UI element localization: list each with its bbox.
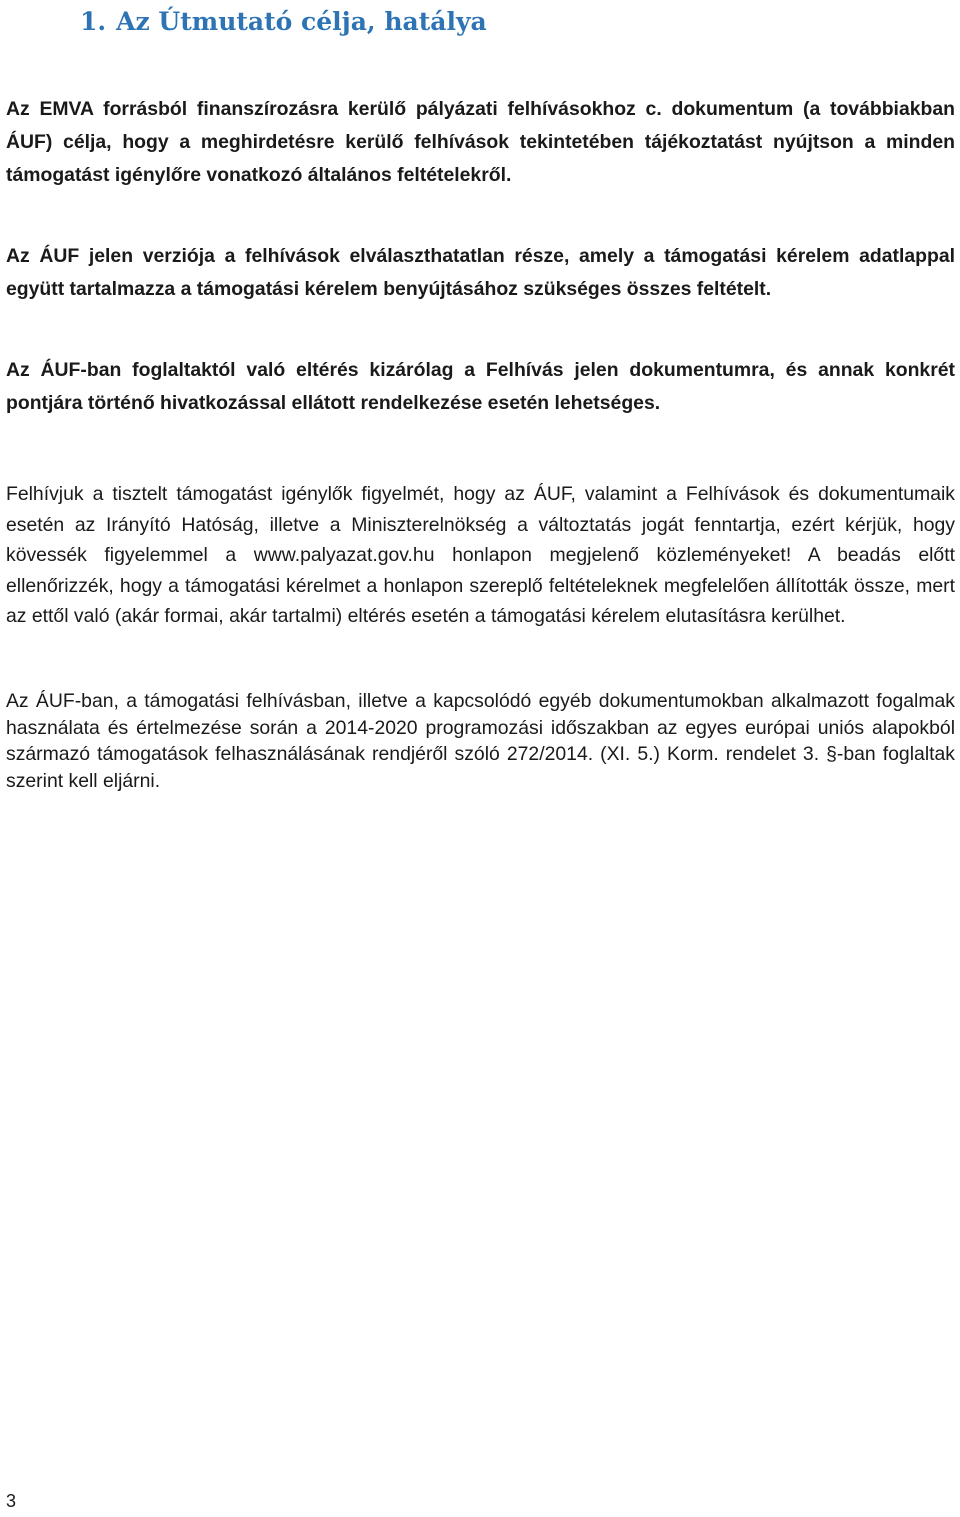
paragraph-version: Az ÁUF jelen verziója a felhívások elválaszthatatlan része, amely a támogatási kérelem adatlappal együtt tartalmazza a támogatási kérelem benyújtásához szükséges összes feltételt.: [6, 245, 955, 300]
section-title: Az Útmutató célja, hatálya: [116, 7, 487, 36]
page-number: 3: [6, 1491, 17, 1511]
paragraph-definitions: Az ÁUF-ban, a támogatási felhívásban, illetve a kapcsolódó egyéb dokumentumokban alkalmazott fogalmak használata és értelmezése során a 2014-2020 programozási időszakban az egyes európai uniós alapokból származó támogatások felhasználásának rendjéről szóló 272/2014. (XI. 5.) Korm. rendelet 3. §-ban foglaltak szerint kell eljárni.: [6, 690, 955, 792]
section-heading: [80, 2, 487, 42]
paragraph-notice: Felhívjuk a tisztelt támogatást igénylők figyelmét, hogy az ÁUF, valamint a Felhívások és dokumentumaik esetén az Irányító Hatóság, illetve a Miniszterelnökség a változtatás jogát fenntartja, ezért kérjük, hogy kövessék figyelemmel a www.palyazat.gov.hu honlapon megjelenő közleményeket! A beadás előtt ellenőrizzék, hogy a támogatási kérelmet a honlapon szereplő feltételeknek megfelelően állították össze, mert az ettől való (akár formai, akár tartalmi) eltérés esetén a támogatási kérelem elutasításra kerülhet.: [6, 483, 955, 628]
paragraph-deviation: Az ÁUF-ban foglaltaktól való eltérés kizárólag a Felhívás jelen dokumentumra, és annak konkrét pontjára történő hivatkozással ellátott rendelkezése esetén lehetséges.: [6, 359, 955, 414]
section-number: 1.: [80, 7, 107, 36]
paragraph-purpose: Az EMVA forrásból finanszírozásra kerülő pályázati felhívásokhoz c. dokumentum (a továbbiakban ÁUF) célja, hogy a meghirdetésre kerülő felhívások tekintetében tájékoztatást nyújtson a minden támogatást igénylőre vonatkozó általános feltételekről.: [6, 98, 955, 186]
